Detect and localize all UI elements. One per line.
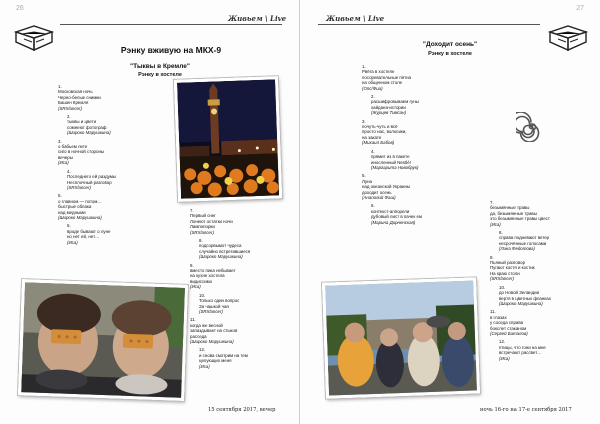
- verse-author: (Иса): [499, 355, 510, 361]
- verse-author: (Сергей Баталов): [490, 330, 528, 336]
- verse-number: 5.: [362, 173, 366, 179]
- crane-logo-icon: [12, 22, 56, 54]
- haiku-verse: [190, 263, 290, 290]
- haiku-verse: [490, 255, 592, 282]
- verse-line: сиго в ночной стороны: [58, 149, 105, 155]
- verse-line: Черно-белые снимки: [58, 94, 101, 100]
- haiku-verse: [67, 223, 178, 245]
- haiku-verse: [362, 173, 490, 200]
- verse-line: посоревательные пятна: [362, 74, 411, 80]
- verse-line: подсорвымот чудеса: [199, 243, 242, 249]
- verse-line: случайно встретившиеся: [199, 248, 251, 254]
- verse-author: (Иса): [58, 160, 69, 166]
- verse-line: о главном — потом…: [58, 198, 102, 204]
- verse-line: когда же весной: [190, 322, 223, 328]
- verse-author: (Широко Марушкина): [58, 214, 102, 220]
- verse-line: видиссимо: [190, 278, 213, 284]
- verse-number: 10.: [499, 284, 506, 290]
- verse-number: 4.: [371, 148, 375, 154]
- verse-number: 4.: [67, 168, 71, 174]
- section-title: "Тыквы в Кремле": [130, 63, 190, 70]
- verse-number: 5.: [58, 193, 62, 199]
- right-page: [300, 0, 600, 424]
- verse-author: (Широко Марушкина): [67, 130, 111, 136]
- verse-line: хайдана-истории: [371, 104, 406, 110]
- haiku-verse: [199, 293, 290, 315]
- verse-author: (Маргарита Новобрук): [371, 164, 419, 170]
- verse-author: (Лина Федотова): [499, 246, 535, 252]
- header-rule: [318, 24, 540, 25]
- verse-line: Башен Кремля: [58, 100, 89, 106]
- haiku-verse: [490, 200, 592, 227]
- verse-line: расшифровываем гуны: [371, 99, 419, 105]
- haiku-verse: [499, 285, 592, 307]
- verse-author: (SRXlancer): [199, 308, 223, 314]
- verse-author: (Иса): [490, 221, 501, 227]
- verse-author: (Опс/Фиа): [362, 85, 383, 91]
- verse-author: (SRXlancer): [190, 229, 214, 235]
- verse-line: Рвёга в хостеле: [362, 69, 395, 75]
- verse-author: (Иса): [190, 284, 201, 290]
- verse-number: 9.: [490, 254, 494, 260]
- verse-line: Только один вопрос: [199, 298, 240, 304]
- verse-line: Лампопорки: [190, 224, 215, 230]
- verse-author: (SRXlancer): [67, 184, 91, 190]
- verse-number: 11.: [490, 309, 496, 315]
- verse-author: (Марина Дирненская): [371, 219, 416, 225]
- haiku-verse: [190, 317, 290, 344]
- verse-line: вечеры: [58, 154, 73, 160]
- verse-number: 12.: [499, 339, 506, 345]
- haiku-column-1: [362, 64, 490, 228]
- verse-author: (Анаполий Фаш): [362, 194, 396, 200]
- verse-number: 9.: [190, 262, 194, 268]
- haiku-verse: [58, 84, 178, 111]
- verse-author: (Михаил Бабов): [362, 140, 395, 146]
- spiral-icon: [516, 112, 546, 142]
- verse-line: иносленный Nestlé!: [371, 159, 411, 165]
- verse-line: сомнеют фотограф: [67, 124, 107, 130]
- haiku-verse: [58, 139, 178, 166]
- verse-author: (SRXlancer): [58, 105, 82, 111]
- verse-line: тыквы и цвети: [67, 119, 97, 125]
- verse-number: 10.: [199, 292, 206, 298]
- haiku-verse: [499, 339, 592, 361]
- verse-line: Пугают костя и костик: [490, 265, 535, 271]
- tea-party-photo: [18, 279, 188, 401]
- verse-line: Первый снег: [190, 213, 216, 219]
- verse-line: встречают рассвет…: [499, 350, 542, 356]
- verse-author: (SRXlancer): [490, 276, 514, 282]
- verse-line: о бабьем лете: [58, 144, 88, 150]
- verse-author: (Широко Марушкина): [199, 254, 243, 260]
- verse-line: и снова смотрим на тем: [199, 352, 248, 358]
- haiku-verse: [199, 347, 290, 369]
- verse-line: Пьяный разговор: [490, 260, 526, 266]
- subsection-title: Рэнку в хостеле: [428, 51, 472, 57]
- page-number: 27: [576, 5, 584, 12]
- header-rule: [60, 24, 282, 25]
- page-number: 26: [16, 5, 24, 12]
- verse-line: это безымянные травы цвест: [490, 216, 550, 222]
- verse-author: (Широко Марушкина): [499, 300, 543, 306]
- verse-line: прямит из в пакете: [371, 154, 410, 160]
- verse-line: да, безымянные травы: [490, 210, 537, 216]
- verse-line: но нет ей, нет…: [67, 234, 100, 240]
- verse-line: безымянные травы: [490, 205, 530, 211]
- haiku-column-1: [58, 84, 178, 248]
- verse-line: Последнего ей раздумы: [67, 174, 117, 180]
- verse-number: 6.: [67, 223, 71, 229]
- verse-line: над медными: [58, 209, 86, 215]
- running-title: Живьем \ Live: [228, 14, 287, 23]
- verse-line: вроде бывают о луне: [67, 228, 111, 234]
- haiku-verse: [67, 114, 178, 136]
- verse-number: 2.: [371, 94, 375, 100]
- verse-number: 11.: [190, 317, 196, 323]
- verse-line: птицы, что гони на мне: [499, 344, 546, 350]
- subsection-title: Рэнку в хостеле: [138, 72, 182, 78]
- verse-line: на общенном столе: [362, 80, 403, 86]
- page-title: "Доходит осень": [422, 41, 478, 48]
- haiku-verse: [362, 119, 490, 146]
- verse-number: 6.: [371, 203, 375, 209]
- verse-line: целующих меня: [199, 358, 232, 364]
- verse-line: на закате: [362, 134, 382, 140]
- verse-line: контекст-аппорели: [371, 208, 410, 214]
- haiku-verse: [58, 193, 178, 220]
- verse-number: 3.: [362, 118, 366, 124]
- verse-line: просто нас, волосики,: [362, 129, 407, 135]
- verse-author: (Широко Марушкина): [190, 338, 234, 344]
- verse-number: 1.: [362, 64, 366, 69]
- haiku-verse: [371, 203, 490, 225]
- verse-line: Лонеют остатки ночи: [190, 218, 233, 224]
- haiku-verse: [67, 169, 178, 191]
- verse-line: бокслет стаканом: [490, 325, 527, 331]
- haiku-verse: [371, 94, 490, 116]
- running-title: Живьем \ Live: [326, 14, 385, 23]
- verse-line: в глазах: [490, 314, 507, 320]
- verse-author: (Иса): [67, 239, 78, 245]
- verse-number: 8.: [499, 230, 503, 236]
- verse-number: 2.: [67, 114, 71, 120]
- verse-line: вместо пика небывает: [190, 268, 236, 274]
- verse-line: у соседа справа: [490, 320, 524, 326]
- verse-line: запаздывает на стыков: [190, 328, 238, 334]
- crane-logo-icon: [546, 22, 590, 54]
- verse-line: быстрые облака: [58, 204, 92, 210]
- haiku-verse: [490, 309, 592, 336]
- kremlin-night-photo: [174, 76, 282, 202]
- verse-number: 3.: [58, 138, 62, 144]
- verse-author: (Иса): [199, 363, 210, 369]
- haiku-verse: [362, 64, 490, 91]
- verse-line: Несплочный разговор: [67, 179, 112, 185]
- haiku-verse: [190, 208, 290, 235]
- verse-number: 7.: [190, 208, 194, 213]
- haiku-verse: [499, 230, 592, 252]
- verse-line: несрочённые голосами: [499, 240, 547, 246]
- outdoor-group-photo: [322, 277, 480, 398]
- verse-line: вертя в цветных фланках: [499, 295, 551, 301]
- verse-line: За чашкой чая: [199, 303, 229, 309]
- verse-line: На краю столи: [490, 270, 520, 276]
- haiku-column-2: [490, 200, 592, 364]
- page-footer-date: ночь 16-го на 17-е сентября 2017: [480, 407, 572, 413]
- verse-author: (Журцев Тимсан): [371, 110, 406, 116]
- verse-line: Московская ночь: [58, 89, 93, 95]
- page-footer-date: 15 сентября 2017, вечер: [208, 407, 276, 413]
- verse-line: до Новой Зеландии: [499, 290, 540, 296]
- verse-number: 12.: [199, 347, 206, 353]
- verse-line: дубовый лист в пачек ем: [371, 214, 422, 220]
- verse-line: над океанской Украины: [362, 184, 411, 190]
- verse-line: Луна: [362, 178, 372, 184]
- haiku-column-2: [190, 208, 290, 372]
- verse-line: на кухне хостела: [190, 273, 225, 279]
- verse-line: доходит осень: [362, 189, 392, 195]
- verse-number: 8.: [199, 238, 203, 244]
- haiku-verse: [199, 238, 290, 260]
- verse-number: 1.: [58, 84, 62, 89]
- verse-line: расседа: [190, 333, 207, 339]
- verse-line: справа подневают ветер: [499, 235, 550, 241]
- page-title: Рэнку вживую на МКХ-9: [120, 45, 222, 55]
- verse-number: 7.: [490, 200, 494, 205]
- verse-line: почуть-чуть и всё: [362, 124, 398, 130]
- haiku-verse: [371, 149, 490, 171]
